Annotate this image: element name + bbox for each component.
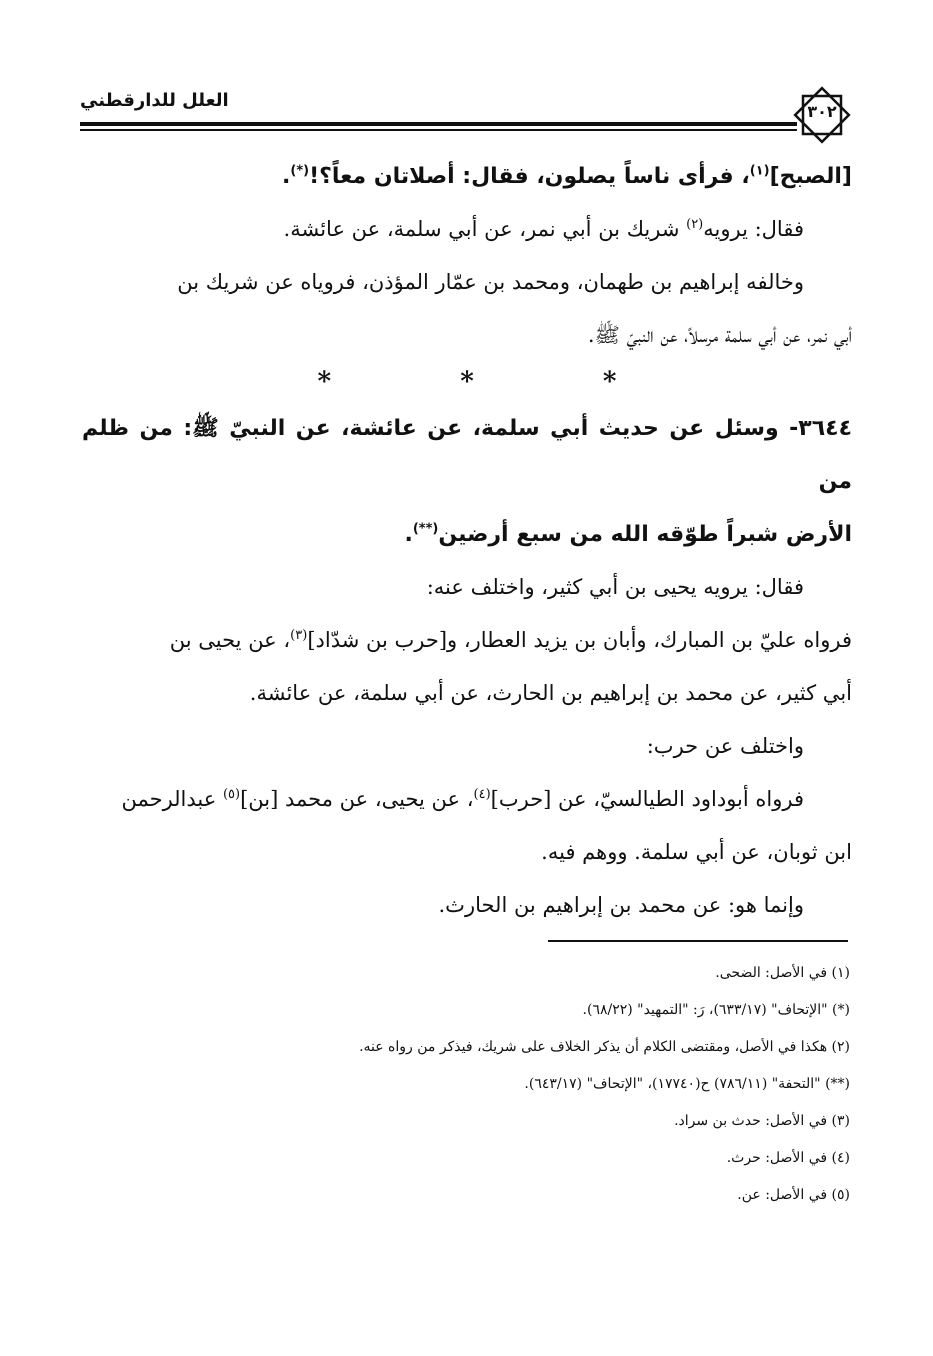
body-text-run: فقال: يرويه يحيى بن أبي كثير، واختلف عنه: [426, 575, 804, 599]
footnotes [82, 955, 850, 1214]
footnote: (٤) في الأصل: حرث. [726, 1150, 850, 1166]
body-text-run: [الصبح] [769, 164, 852, 189]
footnote: (٥) في الأصل: عن. [737, 1187, 850, 1203]
body-line [82, 508, 852, 561]
body-text-run: ، عن يحيى، عن محمد [بن] [240, 787, 474, 811]
footnote: (٢) هكذا في الأصل، ومقتضى الكلام أن يذكر الخلاف على شريك، فيذكر من رواه عنه. [359, 1039, 850, 1055]
body-line [82, 879, 852, 932]
body-line [82, 203, 852, 256]
book-title: العلل للدارقطني [80, 90, 229, 111]
body-text-run: أبي نمر، عن أبي سلمة مرسلاً، عن النبيّ ﷺ. [587, 323, 852, 347]
page-number: ٣٠٢ [807, 102, 837, 121]
body-line [82, 256, 852, 309]
footnote: (١) في الأصل: الضحى. [715, 965, 850, 981]
body-text-run: فرواه أبوداود الطيالسيّ، عن [حرب] [490, 787, 804, 811]
body-text-run: فرواه عليّ بن المبارك، وأبان بن يزيد العطار، و[حرب بن شدّاد] [307, 628, 852, 652]
body-text-run: وخالفه إبراهيم بن طهمان، ومحمد بن عمّار المؤذن، فروياه عن شريك بن [177, 270, 804, 294]
body-text-run: ابن ثوبان، عن أبي سلمة. ووهم فيه. [541, 840, 852, 864]
body-line [82, 561, 852, 614]
body-line [82, 402, 852, 508]
footnote: (*) "الإتحاف" (٦٣٣/١٧)، رَ: "التمهيد" (٦٨/٢٢). [582, 1002, 850, 1018]
footnote: (٣) في الأصل: حدث بن سراد. [674, 1113, 850, 1129]
body-text-run: أبي كثير، عن محمد بن إبراهيم بن الحارث، عن أبي سلمة، عن عائشة. [249, 681, 852, 705]
body-text-run: الأرض شبراً طوّقه الله من سبع أرضين [438, 522, 852, 547]
body-line [82, 309, 852, 362]
body-text-run: ٣٦٤٤- وسئل عن حديث أبي سلمة، عن عائشة، عن النبيّ ﷺ: من ظلم من [82, 416, 852, 494]
footnote: (**) "التحفة" (٧٨٦/١١) ح(١٧٧٤٠)، "الإتحاف" (٦٤٣/١٧). [524, 1076, 850, 1092]
body-line [82, 667, 852, 720]
body-text-run: ، عن يحيى بن [169, 628, 291, 652]
footnote-marker: (**) [412, 521, 439, 537]
body-text-run: ، فرأى ناساً يصلون، فقال: أصلاتان معاً؟! [309, 164, 750, 189]
body-line [82, 826, 852, 879]
section-separator-stars: * * * [317, 367, 677, 397]
body-text [82, 150, 852, 932]
body-text-run: فقال: يرويه [703, 217, 804, 241]
body-text-run: . [404, 522, 413, 547]
footnote-marker: (٣) [290, 628, 308, 643]
header-rule-thin [80, 129, 797, 131]
body-text-run: شريك بن أبي نمر، عن أبي سلمة، عن عائشة. [283, 217, 687, 241]
footnote-separator [548, 940, 848, 942]
body-text-run: . [282, 164, 291, 189]
body-line [82, 150, 852, 203]
body-text-run: واختلف عن حرب: [646, 734, 804, 758]
page-header [80, 84, 855, 146]
body-text-run: وإنما هو: عن محمد بن إبراهيم بن الحارث. [438, 893, 804, 917]
footnote-marker: (٥) [222, 787, 241, 802]
body-line [82, 773, 852, 826]
footnote-marker: (٤) [473, 787, 491, 802]
body-line [82, 614, 852, 667]
footnote-marker: (١) [749, 163, 770, 179]
footnote-marker: (٢) [686, 217, 704, 232]
body-text-run: عبدالرحمن [121, 787, 223, 811]
footnote-marker: (*) [290, 163, 310, 179]
body-line [82, 720, 852, 773]
header-rule-thick [80, 122, 797, 126]
